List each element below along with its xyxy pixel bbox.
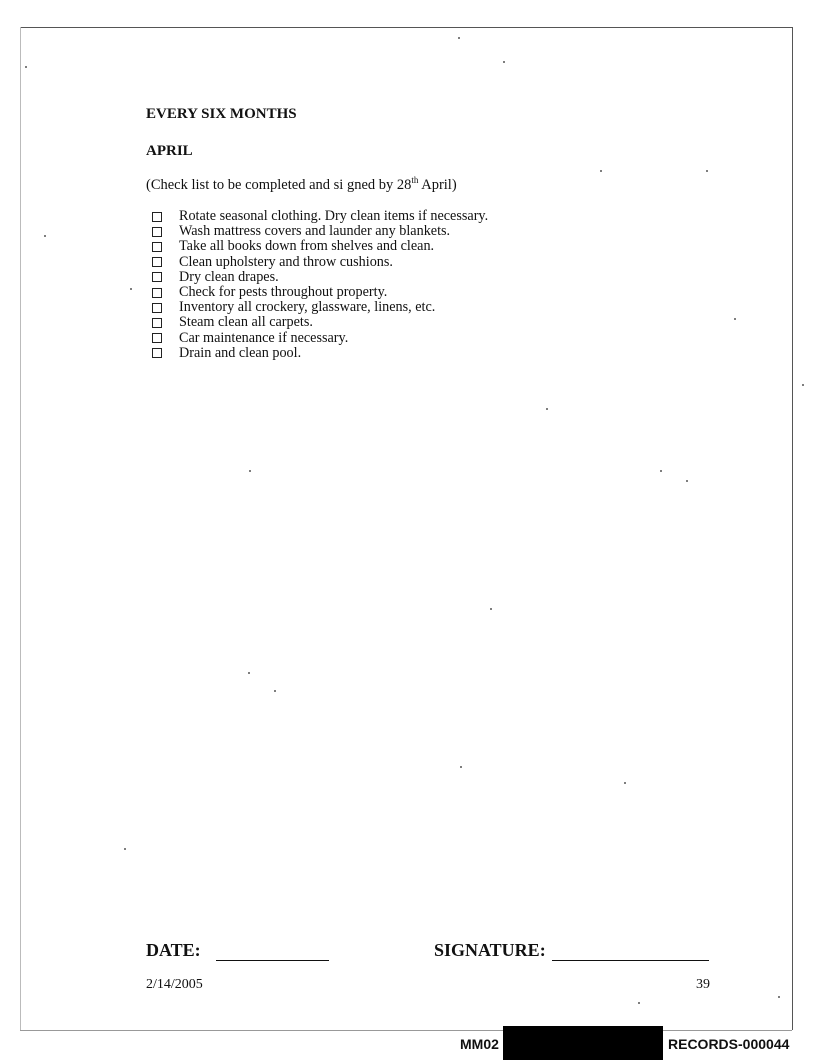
checklist-item-label: Inventory all crockery, glassware, linens, etc. [179, 299, 436, 316]
scan-speck [734, 318, 736, 320]
checklist-item-label: Dry clean drapes. [179, 268, 279, 285]
scan-speck [274, 690, 276, 692]
page-number: 39 [696, 977, 710, 992]
scan-speck [248, 672, 250, 674]
month-heading: APRIL [146, 143, 193, 159]
scan-speck [25, 66, 27, 68]
checklist-item [152, 331, 488, 346]
note-prefix: (Check list to be completed and si gned by 28 [146, 176, 412, 193]
scan-speck [638, 1002, 640, 1004]
note-suffix: April) [418, 176, 457, 193]
checklist-item-label: Check for pests throughout property. [179, 283, 388, 300]
bates-suffix: RECORDS-000044 [668, 1036, 790, 1052]
scan-speck [686, 480, 688, 482]
checkbox-icon[interactable] [152, 242, 162, 252]
checklist-item-label: Clean upholstery and throw cushions. [179, 253, 393, 270]
checklist-item [152, 346, 488, 361]
scan-speck [503, 61, 505, 63]
checkbox-icon[interactable] [152, 303, 162, 313]
checklist-item-label: Drain and clean pool. [179, 344, 302, 361]
scan-speck [44, 235, 46, 237]
checkbox-icon[interactable] [152, 272, 162, 282]
scan-speck [458, 37, 460, 39]
checklist-item-label: Rotate seasonal clothing. Dry clean items if necessary. [179, 208, 489, 224]
checkbox-icon[interactable] [152, 212, 162, 222]
scan-speck [600, 170, 602, 172]
scan-speck [130, 288, 132, 290]
checklist-item [152, 255, 488, 270]
footer-date: 2/14/2005 [146, 977, 203, 992]
page-border-bottom [20, 1030, 792, 1031]
checklist-item-label: Car maintenance if necessary. [179, 329, 349, 346]
page-border-left [20, 27, 21, 1030]
page-border-top [20, 27, 792, 28]
checklist-item-label: Take all books down from shelves and clean. [179, 238, 435, 255]
instruction-note [146, 175, 457, 194]
checklist [152, 209, 488, 361]
scan-speck [624, 782, 626, 784]
checklist-item [152, 209, 488, 224]
scan-speck [490, 608, 492, 610]
checklist-item-label: Steam clean all carpets. [179, 314, 313, 331]
bates-prefix: MM02 [460, 1036, 499, 1052]
section-heading: EVERY SIX MONTHS [146, 106, 297, 122]
scan-speck [124, 848, 126, 850]
scan-speck [802, 384, 804, 386]
scan-speck [249, 470, 251, 472]
checklist-item [152, 239, 488, 254]
signature-label: SIGNATURE: [434, 940, 546, 960]
redaction-block [503, 1026, 663, 1060]
checklist-item [152, 300, 488, 315]
scan-speck [706, 170, 708, 172]
checklist-item [152, 315, 488, 330]
checklist-item [152, 285, 488, 300]
page-border-right [792, 27, 793, 1030]
checkbox-icon[interactable] [152, 227, 162, 237]
signature-field-line[interactable] [552, 960, 709, 961]
checkbox-icon[interactable] [152, 348, 162, 358]
date-label: DATE: [146, 940, 201, 960]
scan-speck [460, 766, 462, 768]
checklist-item [152, 270, 488, 285]
checkbox-icon[interactable] [152, 318, 162, 328]
checkbox-icon[interactable] [152, 288, 162, 298]
note-superscript: th [411, 175, 419, 185]
checklist-item-label: Wash mattress covers and launder any blankets. [179, 223, 451, 240]
checklist-item [152, 224, 488, 239]
scan-speck [546, 408, 548, 410]
checkbox-icon[interactable] [152, 333, 162, 343]
scan-speck [778, 996, 780, 998]
date-field-line[interactable] [216, 960, 329, 961]
scan-speck [660, 470, 662, 472]
checkbox-icon[interactable] [152, 257, 162, 267]
